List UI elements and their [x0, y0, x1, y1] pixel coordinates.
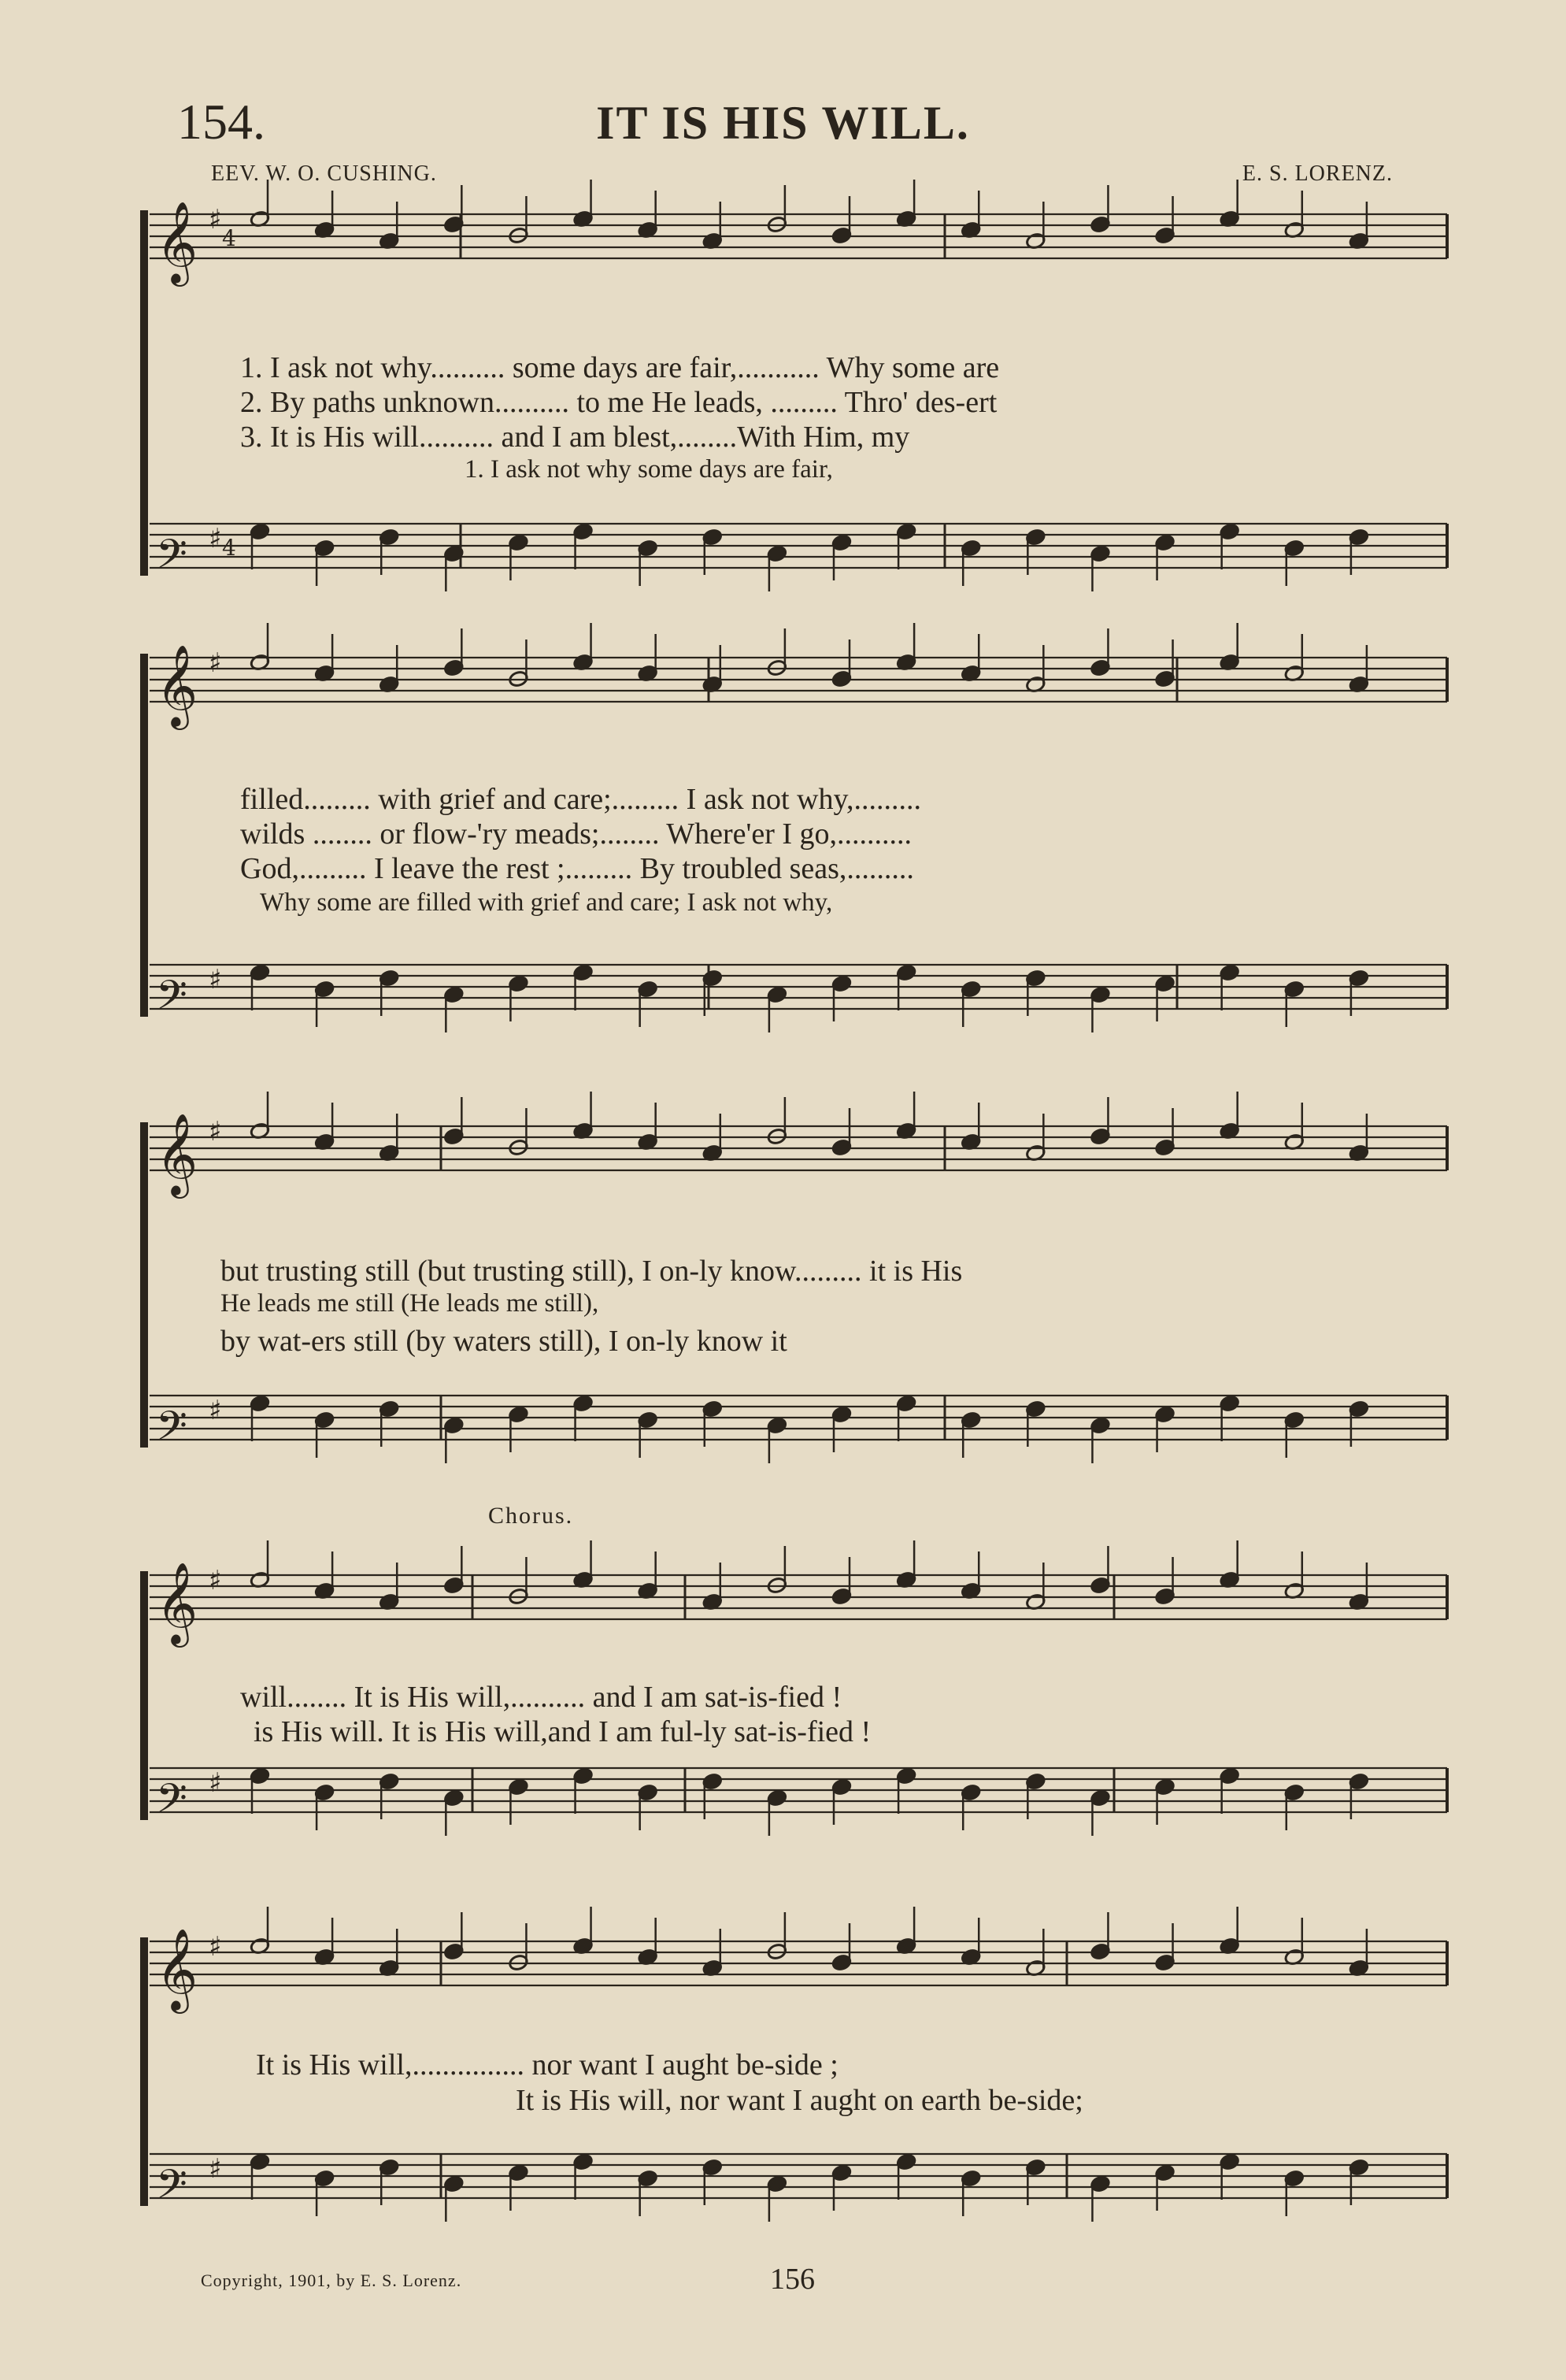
lyric-line: will........ It is His will,.......... and I am sat-is-fied !	[240, 1681, 842, 1714]
lyric-line: 2. By paths unknown.......... to me He leads, ......... Thro' des-ert	[240, 386, 998, 419]
hymn-author: EEV. W. O. CUSHING.	[211, 161, 437, 186]
treble-clef: 𝄞	[156, 1113, 198, 1196]
key-signature-sharp: ♯	[209, 647, 222, 679]
lyric-line: filled......... with grief and care;......... I ask not why,.........	[240, 783, 922, 816]
treble-clef: 𝄞	[156, 1562, 198, 1644]
bass-lyric-line: Why some are filled with grief and care; I ask not why,	[260, 888, 833, 917]
time-signature: 4	[222, 535, 236, 561]
copyright-notice: Copyright, 1901, by E. S. Lorenz.	[201, 2271, 462, 2290]
key-signature-sharp: ♯	[209, 204, 222, 235]
lyric-line: 3. It is His will.......... and I am blest,........With Him, my	[240, 421, 910, 454]
key-signature-sharp: ♯	[209, 1767, 222, 1799]
key-signature-sharp: ♯	[209, 523, 222, 554]
key-signature-sharp: ♯	[209, 1931, 222, 1963]
treble-clef: 𝄞	[156, 644, 198, 727]
bass-clef: 𝄢	[156, 2160, 187, 2218]
lyric-line: 1. I ask not why.......... some days are fair,........... Why some are	[240, 351, 1000, 384]
hymn-composer: E. S. LORENZ.	[1242, 161, 1393, 186]
lyric-line: but trusting still (but trusting still), I on-ly know......... it is His	[220, 1255, 963, 1288]
key-signature-sharp: ♯	[209, 964, 222, 995]
hymn-number: 154.	[177, 94, 265, 150]
chorus-label: Chorus.	[488, 1503, 574, 1529]
lyric-line: by wat-ers still (by waters still), I on-ly know it	[220, 1325, 787, 1358]
page-number: 156	[770, 2263, 815, 2296]
time-signature: 4	[222, 225, 236, 251]
key-signature-sharp: ♯	[209, 1116, 222, 1147]
hymn-title: IT IS HIS WILL.	[596, 97, 970, 149]
bass-clef: 𝄢	[156, 530, 187, 588]
bass-clef: 𝄢	[156, 971, 187, 1029]
lyric-line: wilds ........ or flow-'ry meads;........ Where'er I go,..........	[240, 817, 913, 851]
treble-clef: 𝄞	[156, 1928, 198, 2011]
lyric-line: It is His will, nor want I aught on earth be-side;	[516, 2084, 1083, 2117]
key-signature-sharp: ♯	[209, 1395, 222, 1426]
key-signature-sharp: ♯	[209, 1565, 222, 1596]
bass-clef: 𝄢	[156, 1774, 187, 1832]
lyric-line: He leads me still (He leads me still),	[220, 1289, 599, 1318]
lyric-line: is His will. It is His will,and I am ful-ly sat-is-fied !	[254, 1715, 872, 1748]
lyric-line: It is His will,............... nor want I aught be-side ;	[256, 2048, 839, 2082]
treble-clef: 𝄞	[156, 201, 198, 284]
bass-lyric-line: 1. I ask not why some days are fair,	[465, 455, 833, 484]
lyric-line: God,......... I leave the rest ;......... By troubled seas,.........	[240, 852, 914, 885]
bass-clef: 𝄢	[156, 1402, 187, 1459]
key-signature-sharp: ♯	[209, 2153, 222, 2185]
